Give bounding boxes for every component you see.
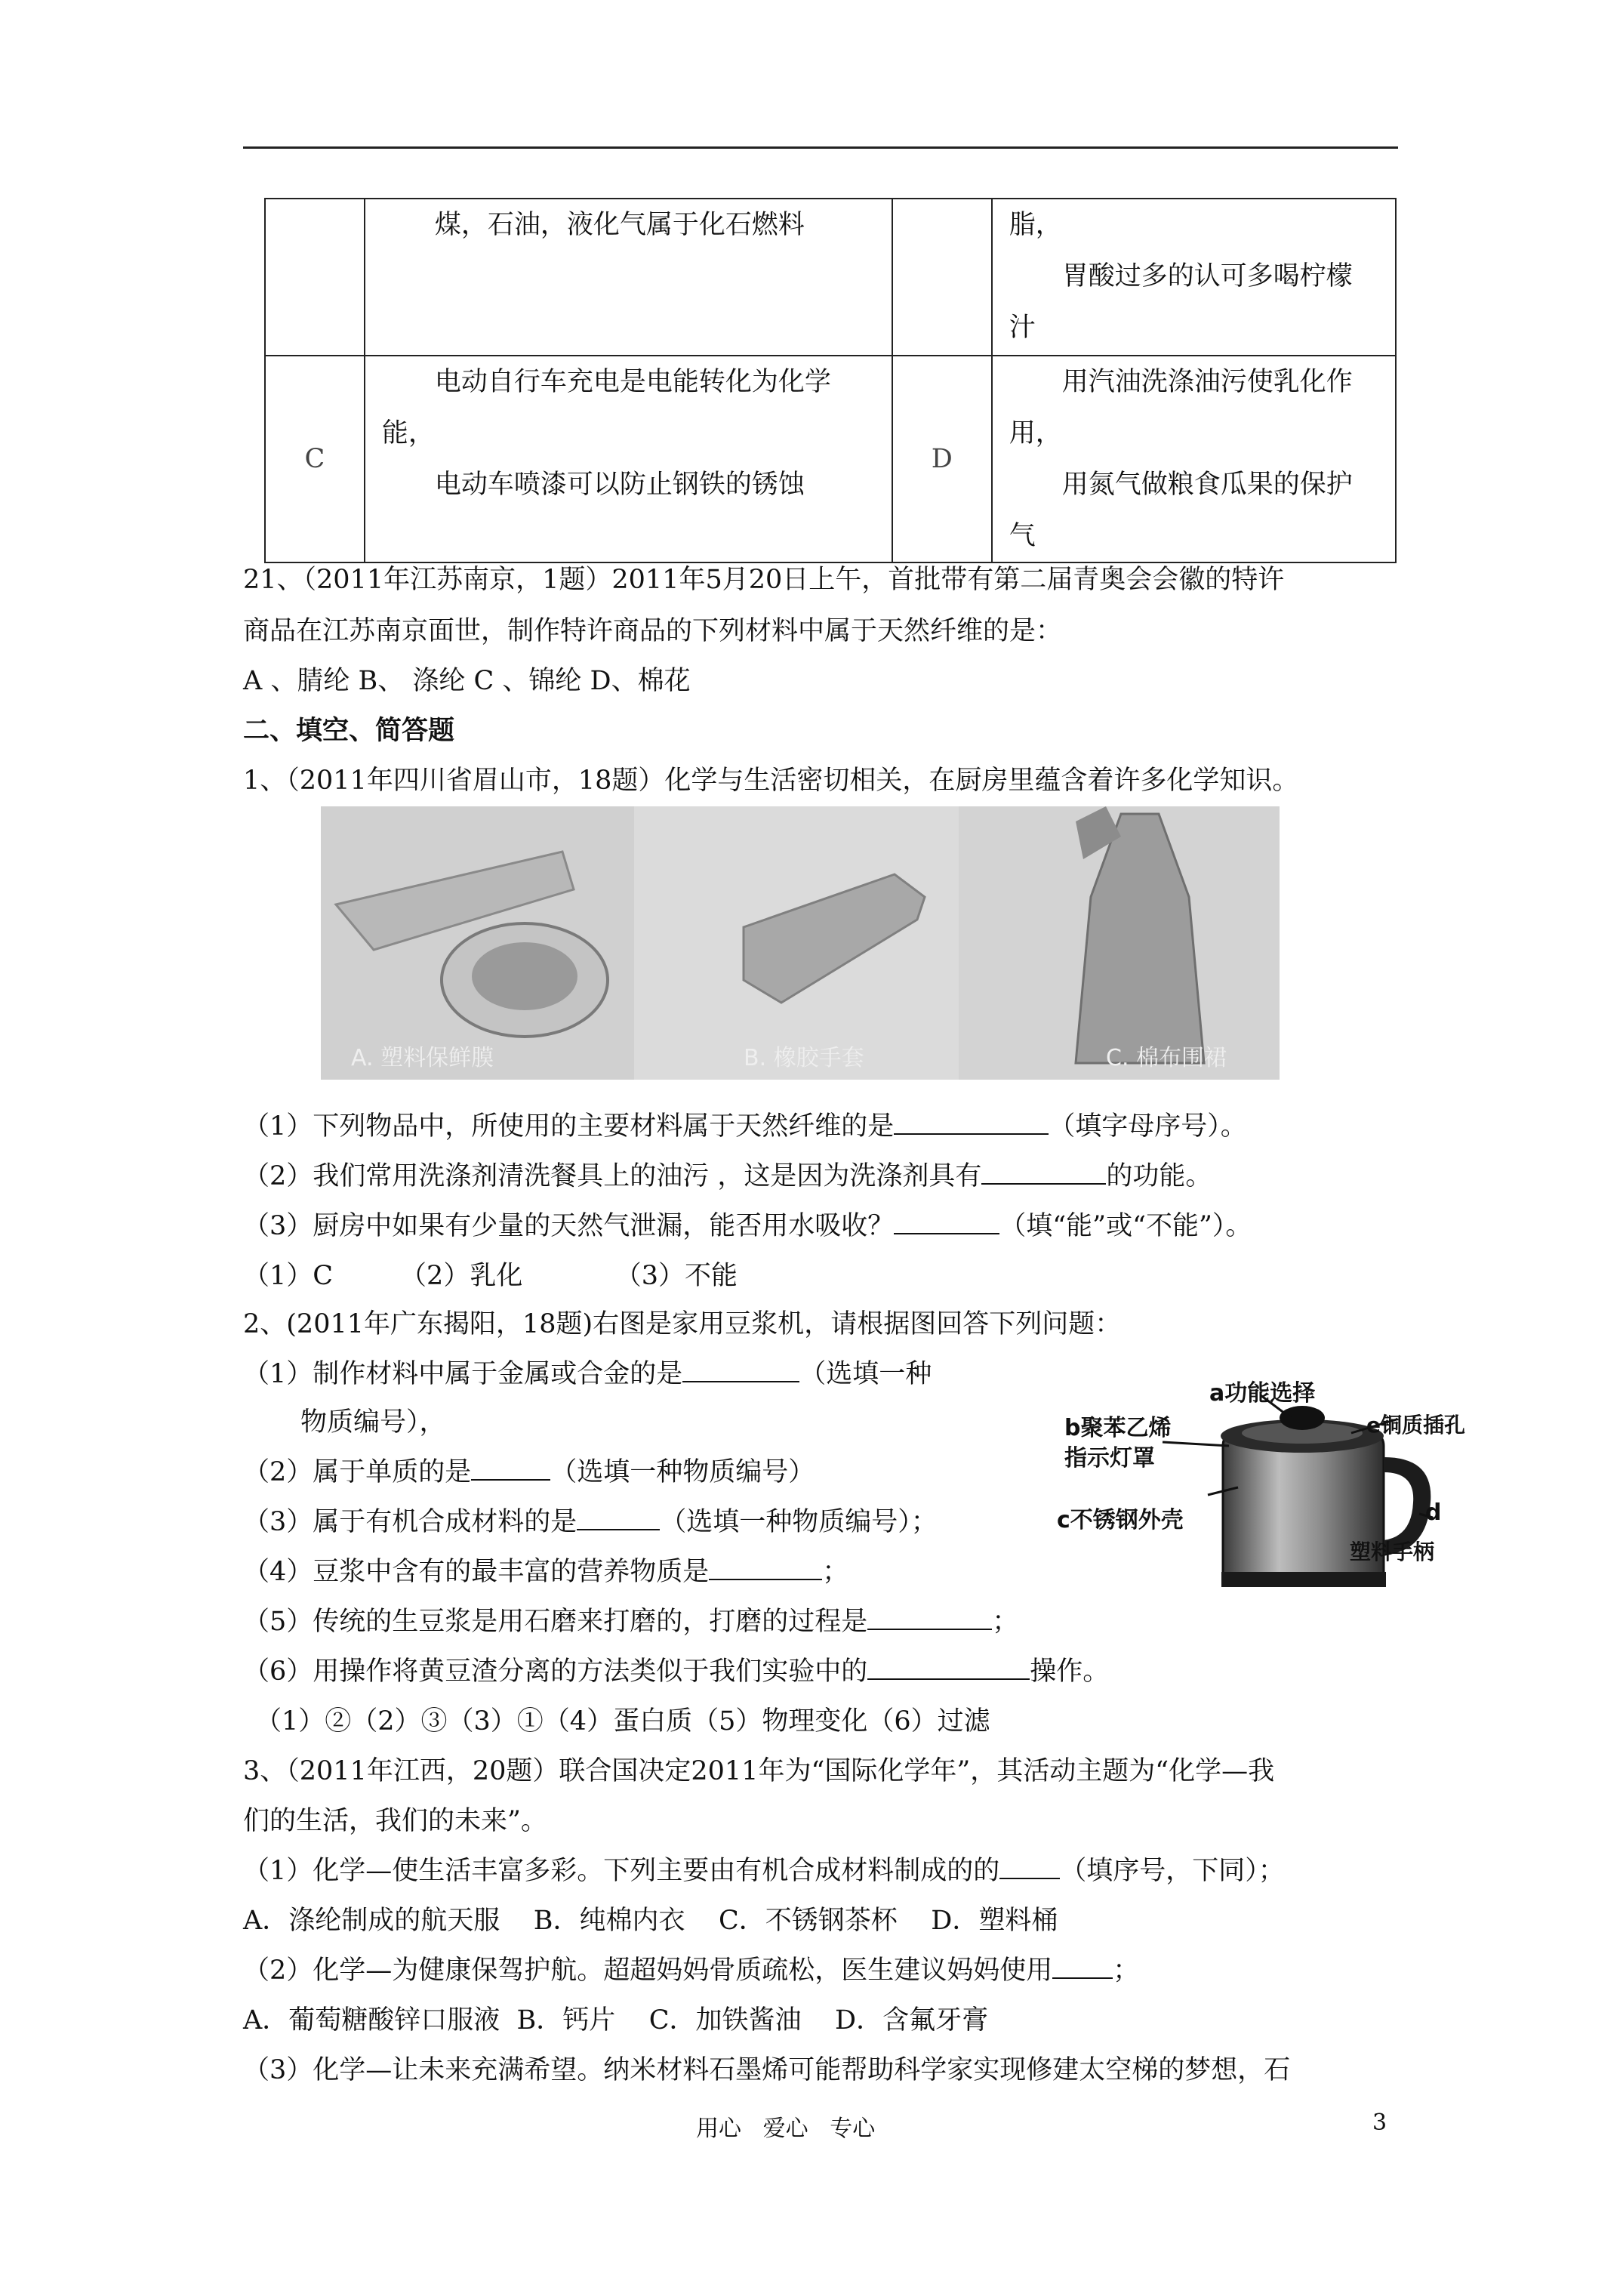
q1-answer: （1）C （2）乳化 （3）不能: [243, 1261, 738, 1291]
page-number: 3: [1372, 2110, 1387, 2136]
q2-part3: （3）属于有机合成材料的是 （选填一种物质编号）；: [243, 1501, 938, 1539]
soymilk-machine-figure: [1034, 1374, 1465, 1601]
q2-part4: （4）豆浆中含有的最丰富的营养物质是 ；: [243, 1551, 848, 1589]
q2-part2: （2）属于单质的是 （选填一种物质编号）: [243, 1451, 815, 1489]
q21-line2: 商品在江苏南京面世，制作特许商品的下列材料中属于天然纤维的是：: [243, 616, 1063, 646]
q3-part3: （3）化学—让未来充满希望。纳米材料石墨烯可能帮助科学家实现修建太空梯的梦想，石: [243, 2055, 1291, 2085]
options-table: [264, 198, 1397, 563]
q2-stem: 2、(2011年广东揭阳，18题)右图是家用豆浆机，请根据图回答下列问题：: [243, 1309, 1122, 1339]
answer-blank[interactable]: [894, 1108, 1049, 1135]
table-row: [265, 199, 1396, 356]
photo-caption-c: C. 棉布围裙: [1106, 1045, 1227, 1071]
label-d-2: 塑料手柄: [1350, 1539, 1435, 1564]
q2-part1: （1）制作材料中属于金属或合金的是 （选填一种: [243, 1353, 932, 1391]
label-b: b聚苯乙烯: [1064, 1415, 1172, 1441]
q3-part1: （1）化学—使生活丰富多彩。下列主要由有机合成材料制成的的 （填序号，下同）；: [243, 1850, 1285, 1888]
option-text: 煤，石油，液化气属于化石燃料: [365, 199, 892, 356]
option-label-c: C: [265, 356, 365, 562]
option-label: [265, 199, 365, 356]
header-rule: [243, 146, 1398, 149]
kitchen-items-photo: [321, 806, 1280, 1080]
label-c: c不锈钢外壳: [1057, 1507, 1184, 1533]
q3-line1: 3、（2011年江西，20题）联合国决定2011年为“国际化学年”，其活动主题为“化学—我: [243, 1756, 1275, 1786]
photo-caption-a: A. 塑料保鲜膜: [351, 1045, 494, 1071]
option-text: 脂， 胃酸过多的认可多喝柠檬汁: [992, 199, 1396, 356]
q2-part1-cont: 物质编号），: [300, 1407, 446, 1438]
answer-blank[interactable]: [1052, 1952, 1113, 1979]
q2-part5: （5）传统的生豆浆是用石磨来打磨的，打磨的过程是 ；: [243, 1601, 1018, 1638]
q1-part2: （2）我们常用洗涤剂清洗餐具上的油污 ，这是因为洗涤剂具有 的功能。: [243, 1155, 1212, 1193]
option-label: [892, 199, 992, 356]
q3-part2: （2）化学—为健康保驾护航。超超妈妈骨质疏松，医生建议妈妈使用 ；: [243, 1949, 1139, 1987]
answer-blank[interactable]: [471, 1453, 550, 1481]
q1-part3: （3）厨房中如果有少量的天然气泄漏，能否用水吸收？ （填“能”或“不能”）。: [243, 1205, 1252, 1243]
q2-part6: （6）用操作将黄豆渣分离的方法类似于我们实验中的 操作。: [243, 1650, 1109, 1688]
q3-part1-options: A．涤纶制成的航天服 B．纯棉内衣 C．不锈钢茶杯 D．塑料桶: [243, 1906, 1058, 1936]
table-row: [265, 356, 1396, 562]
option-text: 用汽油洗涤油污使乳化作用， 用氮气做粮食瓜果的保护气: [992, 356, 1396, 562]
answer-blank[interactable]: [682, 1355, 799, 1382]
answer-blank[interactable]: [867, 1653, 1030, 1680]
q1-stem: 1、（2011年四川省眉山市，18题）化学与生活密切相关，在厨房里蕴含着许多化学知识。: [243, 766, 1299, 796]
answer-blank[interactable]: [894, 1207, 999, 1234]
photo-caption-b: B. 橡胶手套: [744, 1045, 864, 1071]
option-label-d: D: [892, 356, 992, 562]
q1-part1: （1）下列物品中，所使用的主要材料属于天然纤维的是 （填字母序号）。: [243, 1105, 1247, 1143]
q21-line1: 21、（2011年江苏南京，1题）2011年5月20日上午，首批带有第二届青奥会会徽的特许: [243, 565, 1285, 595]
q3-line2: 们的生活，我们的未来”。: [243, 1806, 547, 1836]
q3-part2-options: A．葡萄糖酸锌口服液 B．钙片 C．加铁酱油 D．含氟牙膏: [243, 2005, 989, 2036]
label-b-2: 指示灯罩: [1064, 1445, 1155, 1472]
option-text: 电动自行车充电是电能转化为化学能， 电动车喷漆可以防止钢铁的锈蚀: [365, 356, 892, 562]
label-e: e铜质插孔: [1366, 1413, 1465, 1438]
answer-blank[interactable]: [577, 1503, 660, 1530]
label-a: a功能选择: [1209, 1380, 1316, 1407]
answer-blank[interactable]: [709, 1553, 822, 1580]
q21-options: A 、腈纶 B、 涤纶 C 、锦纶 D、棉花: [243, 666, 691, 696]
answer-blank[interactable]: [999, 1852, 1060, 1879]
section-title: 二、填空、简答题: [243, 715, 455, 746]
page-footer: 用心 爱心 专心: [696, 2116, 876, 2142]
q2-answer: （1）②（2）③（3）①（4）蛋白质（5）物理变化（6）过滤: [255, 1706, 990, 1737]
answer-blank[interactable]: [867, 1603, 992, 1630]
soymilk-machine-icon: [1034, 1374, 1442, 1601]
answer-blank[interactable]: [981, 1157, 1106, 1185]
label-d: d: [1425, 1499, 1442, 1526]
